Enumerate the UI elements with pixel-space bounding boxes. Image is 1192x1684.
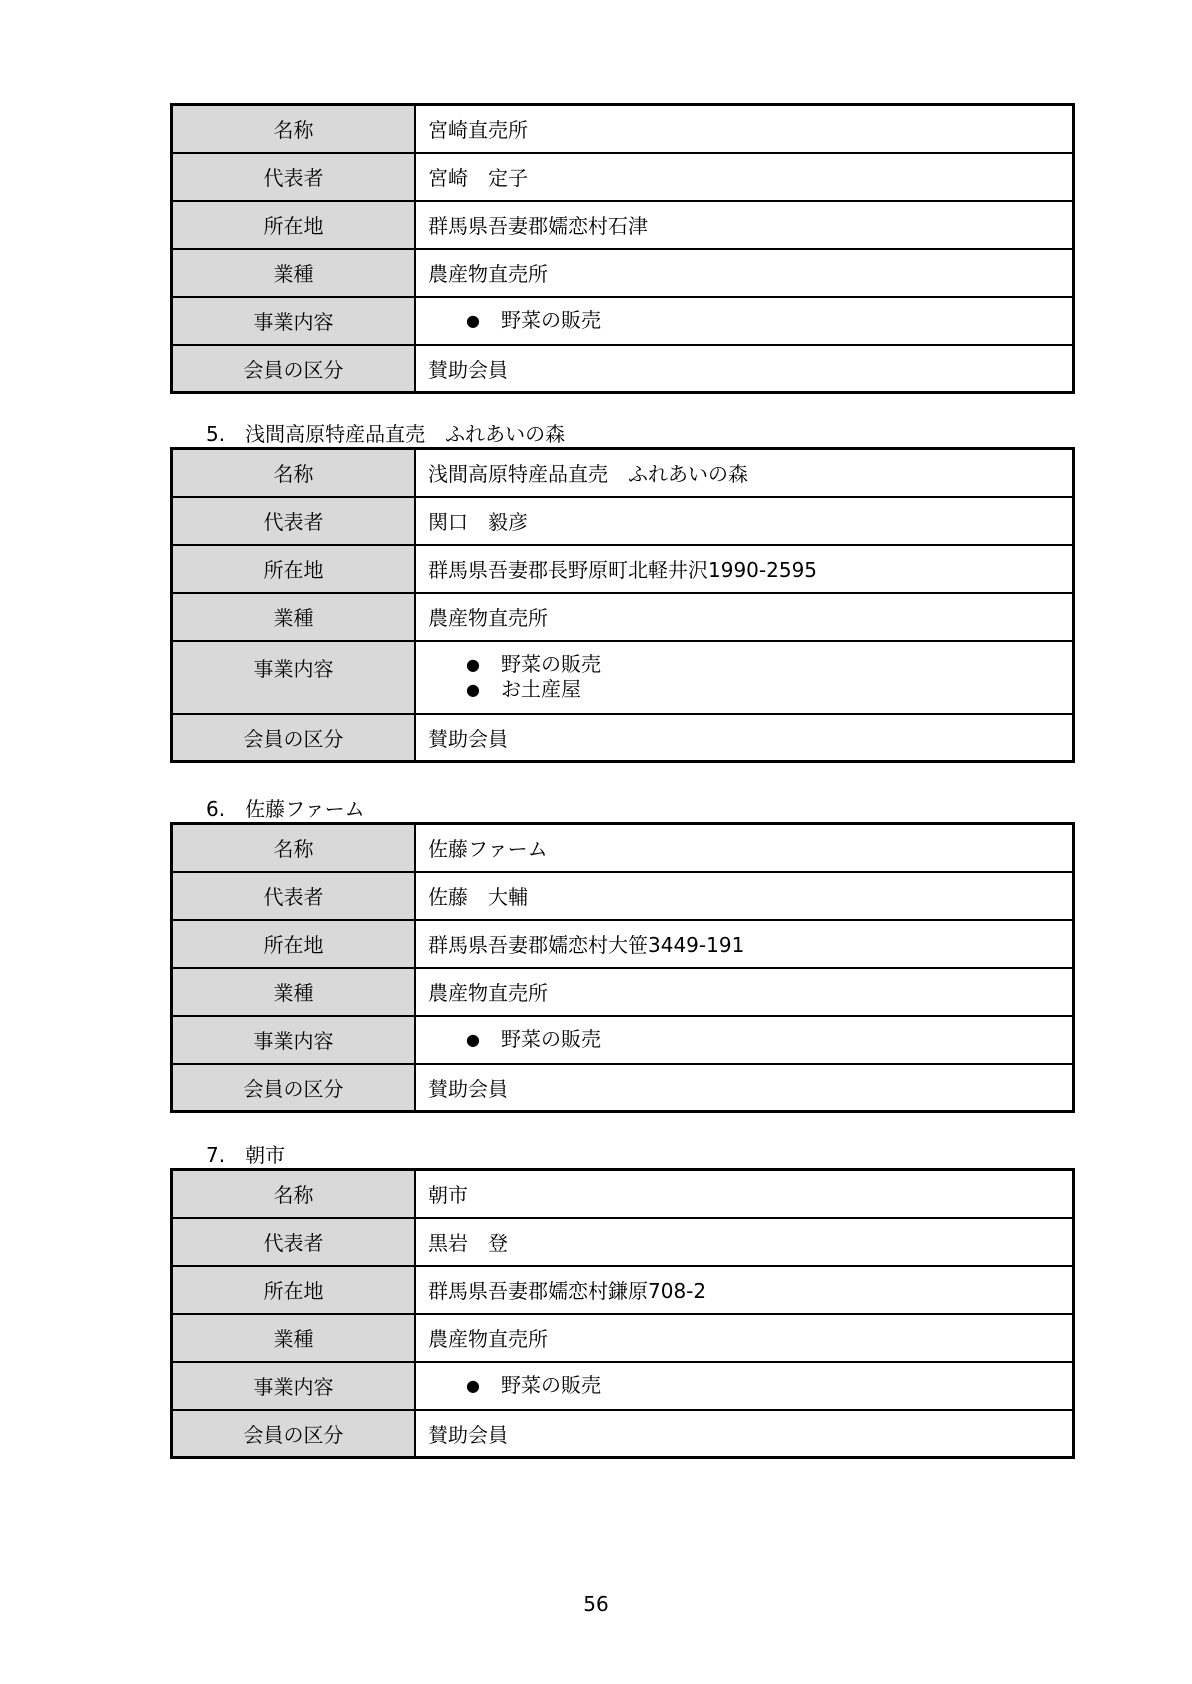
list-item: ● お土産屋 xyxy=(466,677,581,701)
field-value xyxy=(415,297,1074,345)
field-label: 代表者 xyxy=(172,497,416,545)
bullet-icon: ● xyxy=(466,1030,480,1049)
list-item: ● 野菜の販売 xyxy=(466,652,601,676)
list-item: ● 野菜の販売 xyxy=(466,308,601,332)
list-item: ● 野菜の販売 xyxy=(466,1027,601,1051)
field-label: 名称 xyxy=(172,824,416,872)
field-label: 名称 xyxy=(172,105,416,153)
store-table-asaichi xyxy=(170,1168,1075,1459)
table-row xyxy=(172,968,1074,1016)
table-row xyxy=(172,824,1074,872)
table-row xyxy=(172,545,1074,593)
field-value: 農産物直売所 xyxy=(415,249,1074,297)
field-value: 賛助会員 xyxy=(415,345,1074,393)
field-label: 事業内容 xyxy=(172,641,416,714)
table-row xyxy=(172,1218,1074,1266)
field-label: 所在地 xyxy=(172,1266,416,1314)
section-heading: 7. 朝市 xyxy=(206,1143,286,1167)
table-row xyxy=(172,641,1074,714)
field-value: 浅間高原特産品直売 ふれあいの森 xyxy=(415,449,1074,497)
table-row xyxy=(172,105,1074,153)
list-item: ● 野菜の販売 xyxy=(466,1373,601,1397)
field-value: 関口 毅彦 xyxy=(415,497,1074,545)
bullet-icon: ● xyxy=(466,655,480,674)
table-row xyxy=(172,1410,1074,1458)
field-label: 業種 xyxy=(172,249,416,297)
field-value: 農産物直売所 xyxy=(415,968,1074,1016)
field-value: 賛助会員 xyxy=(415,1064,1074,1112)
bullet-icon: ● xyxy=(466,311,480,330)
business-list xyxy=(428,652,1072,702)
table-row xyxy=(172,153,1074,201)
field-label: 事業内容 xyxy=(172,1362,416,1410)
field-value: 群馬県吾妻郡嬬恋村鎌原708-2 xyxy=(415,1266,1074,1314)
business-list xyxy=(428,1027,1072,1052)
field-value: 宮崎 定子 xyxy=(415,153,1074,201)
bullet-icon: ● xyxy=(466,1376,480,1395)
field-label: 会員の区分 xyxy=(172,1410,416,1458)
section-heading: 5. 浅間高原特産品直売 ふれあいの森 xyxy=(206,422,566,446)
field-value xyxy=(415,1362,1074,1410)
field-label: 業種 xyxy=(172,968,416,1016)
table-row xyxy=(172,920,1074,968)
field-label: 所在地 xyxy=(172,545,416,593)
store-table-sato-farm xyxy=(170,822,1075,1113)
field-value: 群馬県吾妻郡嬬恋村大笹3449-191 xyxy=(415,920,1074,968)
field-label: 代表者 xyxy=(172,153,416,201)
store-table-fureai xyxy=(170,447,1075,763)
field-label: 会員の区分 xyxy=(172,714,416,762)
table-row xyxy=(172,1170,1074,1218)
table-row xyxy=(172,497,1074,545)
table-row xyxy=(172,201,1074,249)
field-value: 佐藤ファーム xyxy=(415,824,1074,872)
table-row xyxy=(172,297,1074,345)
table-row xyxy=(172,345,1074,393)
field-label: 代表者 xyxy=(172,872,416,920)
table-row xyxy=(172,714,1074,762)
field-value: 黒岩 登 xyxy=(415,1218,1074,1266)
field-value: 農産物直売所 xyxy=(415,1314,1074,1362)
field-label: 会員の区分 xyxy=(172,1064,416,1112)
field-label: 所在地 xyxy=(172,920,416,968)
field-value: 宮崎直売所 xyxy=(415,105,1074,153)
field-value: 朝市 xyxy=(415,1170,1074,1218)
field-label: 名称 xyxy=(172,449,416,497)
field-label: 事業内容 xyxy=(172,1016,416,1064)
field-value: 賛助会員 xyxy=(415,714,1074,762)
table-row xyxy=(172,249,1074,297)
field-value: 賛助会員 xyxy=(415,1410,1074,1458)
field-label: 事業内容 xyxy=(172,297,416,345)
business-list xyxy=(428,1373,1072,1398)
section-heading: 6. 佐藤ファーム xyxy=(206,797,365,821)
field-label: 名称 xyxy=(172,1170,416,1218)
table-row xyxy=(172,449,1074,497)
field-label: 所在地 xyxy=(172,201,416,249)
table-row xyxy=(172,1362,1074,1410)
field-value: 農産物直売所 xyxy=(415,593,1074,641)
field-value: 群馬県吾妻郡嬬恋村石津 xyxy=(415,201,1074,249)
field-value: 佐藤 大輔 xyxy=(415,872,1074,920)
table-row xyxy=(172,872,1074,920)
field-label: 会員の区分 xyxy=(172,345,416,393)
field-label: 代表者 xyxy=(172,1218,416,1266)
field-value xyxy=(415,1016,1074,1064)
store-table-miyazaki xyxy=(170,103,1075,394)
field-value: 群馬県吾妻郡長野原町北軽井沢1990-2595 xyxy=(415,545,1074,593)
table-row xyxy=(172,593,1074,641)
field-label: 業種 xyxy=(172,593,416,641)
field-value xyxy=(415,641,1074,714)
page-number: 56 xyxy=(583,1592,609,1616)
bullet-icon: ● xyxy=(466,680,480,699)
table-row xyxy=(172,1064,1074,1112)
table-row xyxy=(172,1266,1074,1314)
table-row xyxy=(172,1314,1074,1362)
table-row xyxy=(172,1016,1074,1064)
business-list xyxy=(428,308,1072,333)
field-label: 業種 xyxy=(172,1314,416,1362)
